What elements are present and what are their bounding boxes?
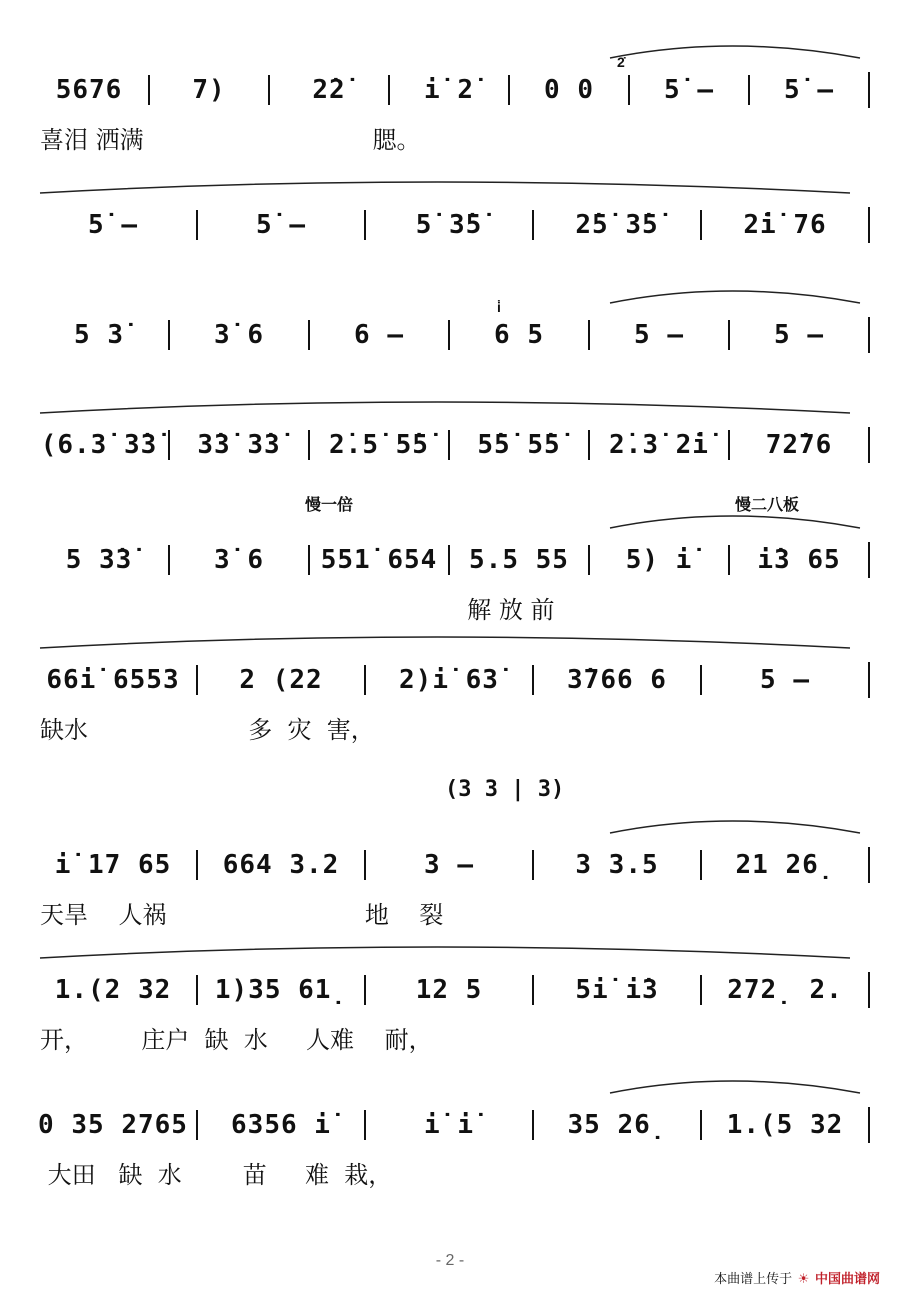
lyric-line: 天旱 人祸 地 裂 (40, 901, 444, 929)
measure: 3̇3̇ 3̇3̇ (168, 430, 308, 460)
upload-note: 本曲谱上传于 (714, 1271, 793, 1286)
measure: 6 5 (448, 320, 588, 350)
notation-line (30, 1095, 870, 1155)
notation-line (30, 195, 870, 255)
page-number: - 2 - (435, 1252, 465, 1269)
notation-line (30, 415, 870, 475)
measure: 5̇ 3̇5̇ (364, 210, 532, 240)
measure: 1)35 61̣ (196, 975, 364, 1005)
measure: 7) (148, 75, 268, 105)
measure: 5 3̇ (74, 320, 124, 350)
measure: i̇3 65 (728, 545, 868, 575)
tempo-mark: 慢一倍 (305, 495, 354, 514)
measure: 21 26̣ (700, 850, 868, 880)
measure: i̇ i̇ (364, 1110, 532, 1140)
measure: 5 – (588, 320, 728, 350)
tempo-mark: 慢二八板 (735, 495, 800, 514)
slur-marks (30, 1067, 870, 1097)
notation-line (30, 60, 870, 120)
measure: 551̇ 654 (308, 545, 448, 575)
score-row (0, 1095, 900, 1235)
measure: 66i̇ 6553 (46, 665, 180, 695)
measure: 5̇ – (628, 75, 748, 105)
slur-marks (30, 502, 870, 532)
site-logo-icon: ☀ (797, 1271, 810, 1286)
notation-line (30, 650, 870, 710)
notation-line (30, 530, 870, 590)
measure: 5 3̇3̇ (65, 545, 133, 575)
measure: 1.(5 32 (700, 1110, 868, 1140)
measure: 3̇ 6 (168, 320, 308, 350)
slur-marks (30, 622, 870, 652)
measure: 0 35 2765 (38, 1110, 188, 1140)
measure: 3 3.5 (532, 850, 700, 880)
measure: 2̇.5̇ 5̇5̇ (308, 430, 448, 460)
alternate-notes: (3 3 | 3) (445, 777, 565, 802)
measure: 6356 i̇ (196, 1110, 364, 1140)
measure: 6 – (308, 320, 448, 350)
site-name: 中国曲谱网 (814, 1271, 880, 1286)
measure: 1.(2 32 (54, 975, 172, 1005)
slur-marks (30, 32, 870, 62)
measure: 72̇76 (728, 430, 868, 460)
notation-line (30, 835, 870, 895)
measure: 5676 (55, 75, 123, 105)
slur-marks (30, 932, 870, 962)
measure: 0 0 (508, 75, 628, 105)
score-row (0, 650, 900, 790)
measure: 5) i̇ (588, 545, 728, 575)
measure: 5i̇ i̇3 (532, 975, 700, 1005)
measure: 5 – (728, 320, 868, 350)
measure: 5̇5̇ 5̇5̇ (448, 430, 588, 460)
measure: 35 26̣ (532, 1110, 700, 1140)
measure: 2̇2̇ (268, 75, 388, 105)
measure: 5̇ – (88, 210, 138, 240)
measure: 2)i̇ 63̇ (364, 665, 532, 695)
measure: 272̣ 2. (700, 975, 868, 1005)
grace-note: 2̇ (617, 54, 625, 70)
slur-marks (30, 277, 870, 307)
measure: 2 (22 (196, 665, 364, 695)
measure: 12 5 (364, 975, 532, 1005)
lyric-line: 大田 缺 水 苗 难 栽， (40, 1161, 393, 1189)
measure: (6.3̇ 3̇3̇ (40, 430, 158, 460)
measure: i̇ 17 65 (54, 850, 172, 880)
lyric-line: 开， 庄户 缺 水 人难 耐， (40, 1026, 433, 1054)
measure: 2̇i̇ 76 (700, 210, 868, 240)
lyric-line: 缺水 多 灾 害， (40, 716, 375, 744)
lyric-line: 喜泪 洒满 腮。 (40, 126, 421, 154)
grace-note: i̇ (497, 299, 501, 315)
measure: 5.5 55 (448, 545, 588, 575)
measure: i̇ 2̇ (388, 75, 508, 105)
measure: 5̇ – (748, 75, 868, 105)
measure: 664 3.2 (196, 850, 364, 880)
measure: 2̇.3̇ 2̇i̇ (588, 430, 728, 460)
measure: 3̇ 6 (168, 545, 308, 575)
notation-line (30, 960, 870, 1020)
measure: 3̇766 6 (532, 665, 700, 695)
measure: 5̇ – (196, 210, 364, 240)
notation-line (30, 305, 870, 365)
upload-credit (714, 1268, 880, 1287)
slur-marks (30, 167, 870, 197)
slur-marks (30, 387, 870, 417)
measure: 3 – (364, 850, 532, 880)
measure: 2̇5̇ 3̇5̇ (532, 210, 700, 240)
lyric-line: 解 放 前 (40, 596, 555, 624)
slur-marks (30, 807, 870, 837)
measure: 5 – (700, 665, 868, 695)
